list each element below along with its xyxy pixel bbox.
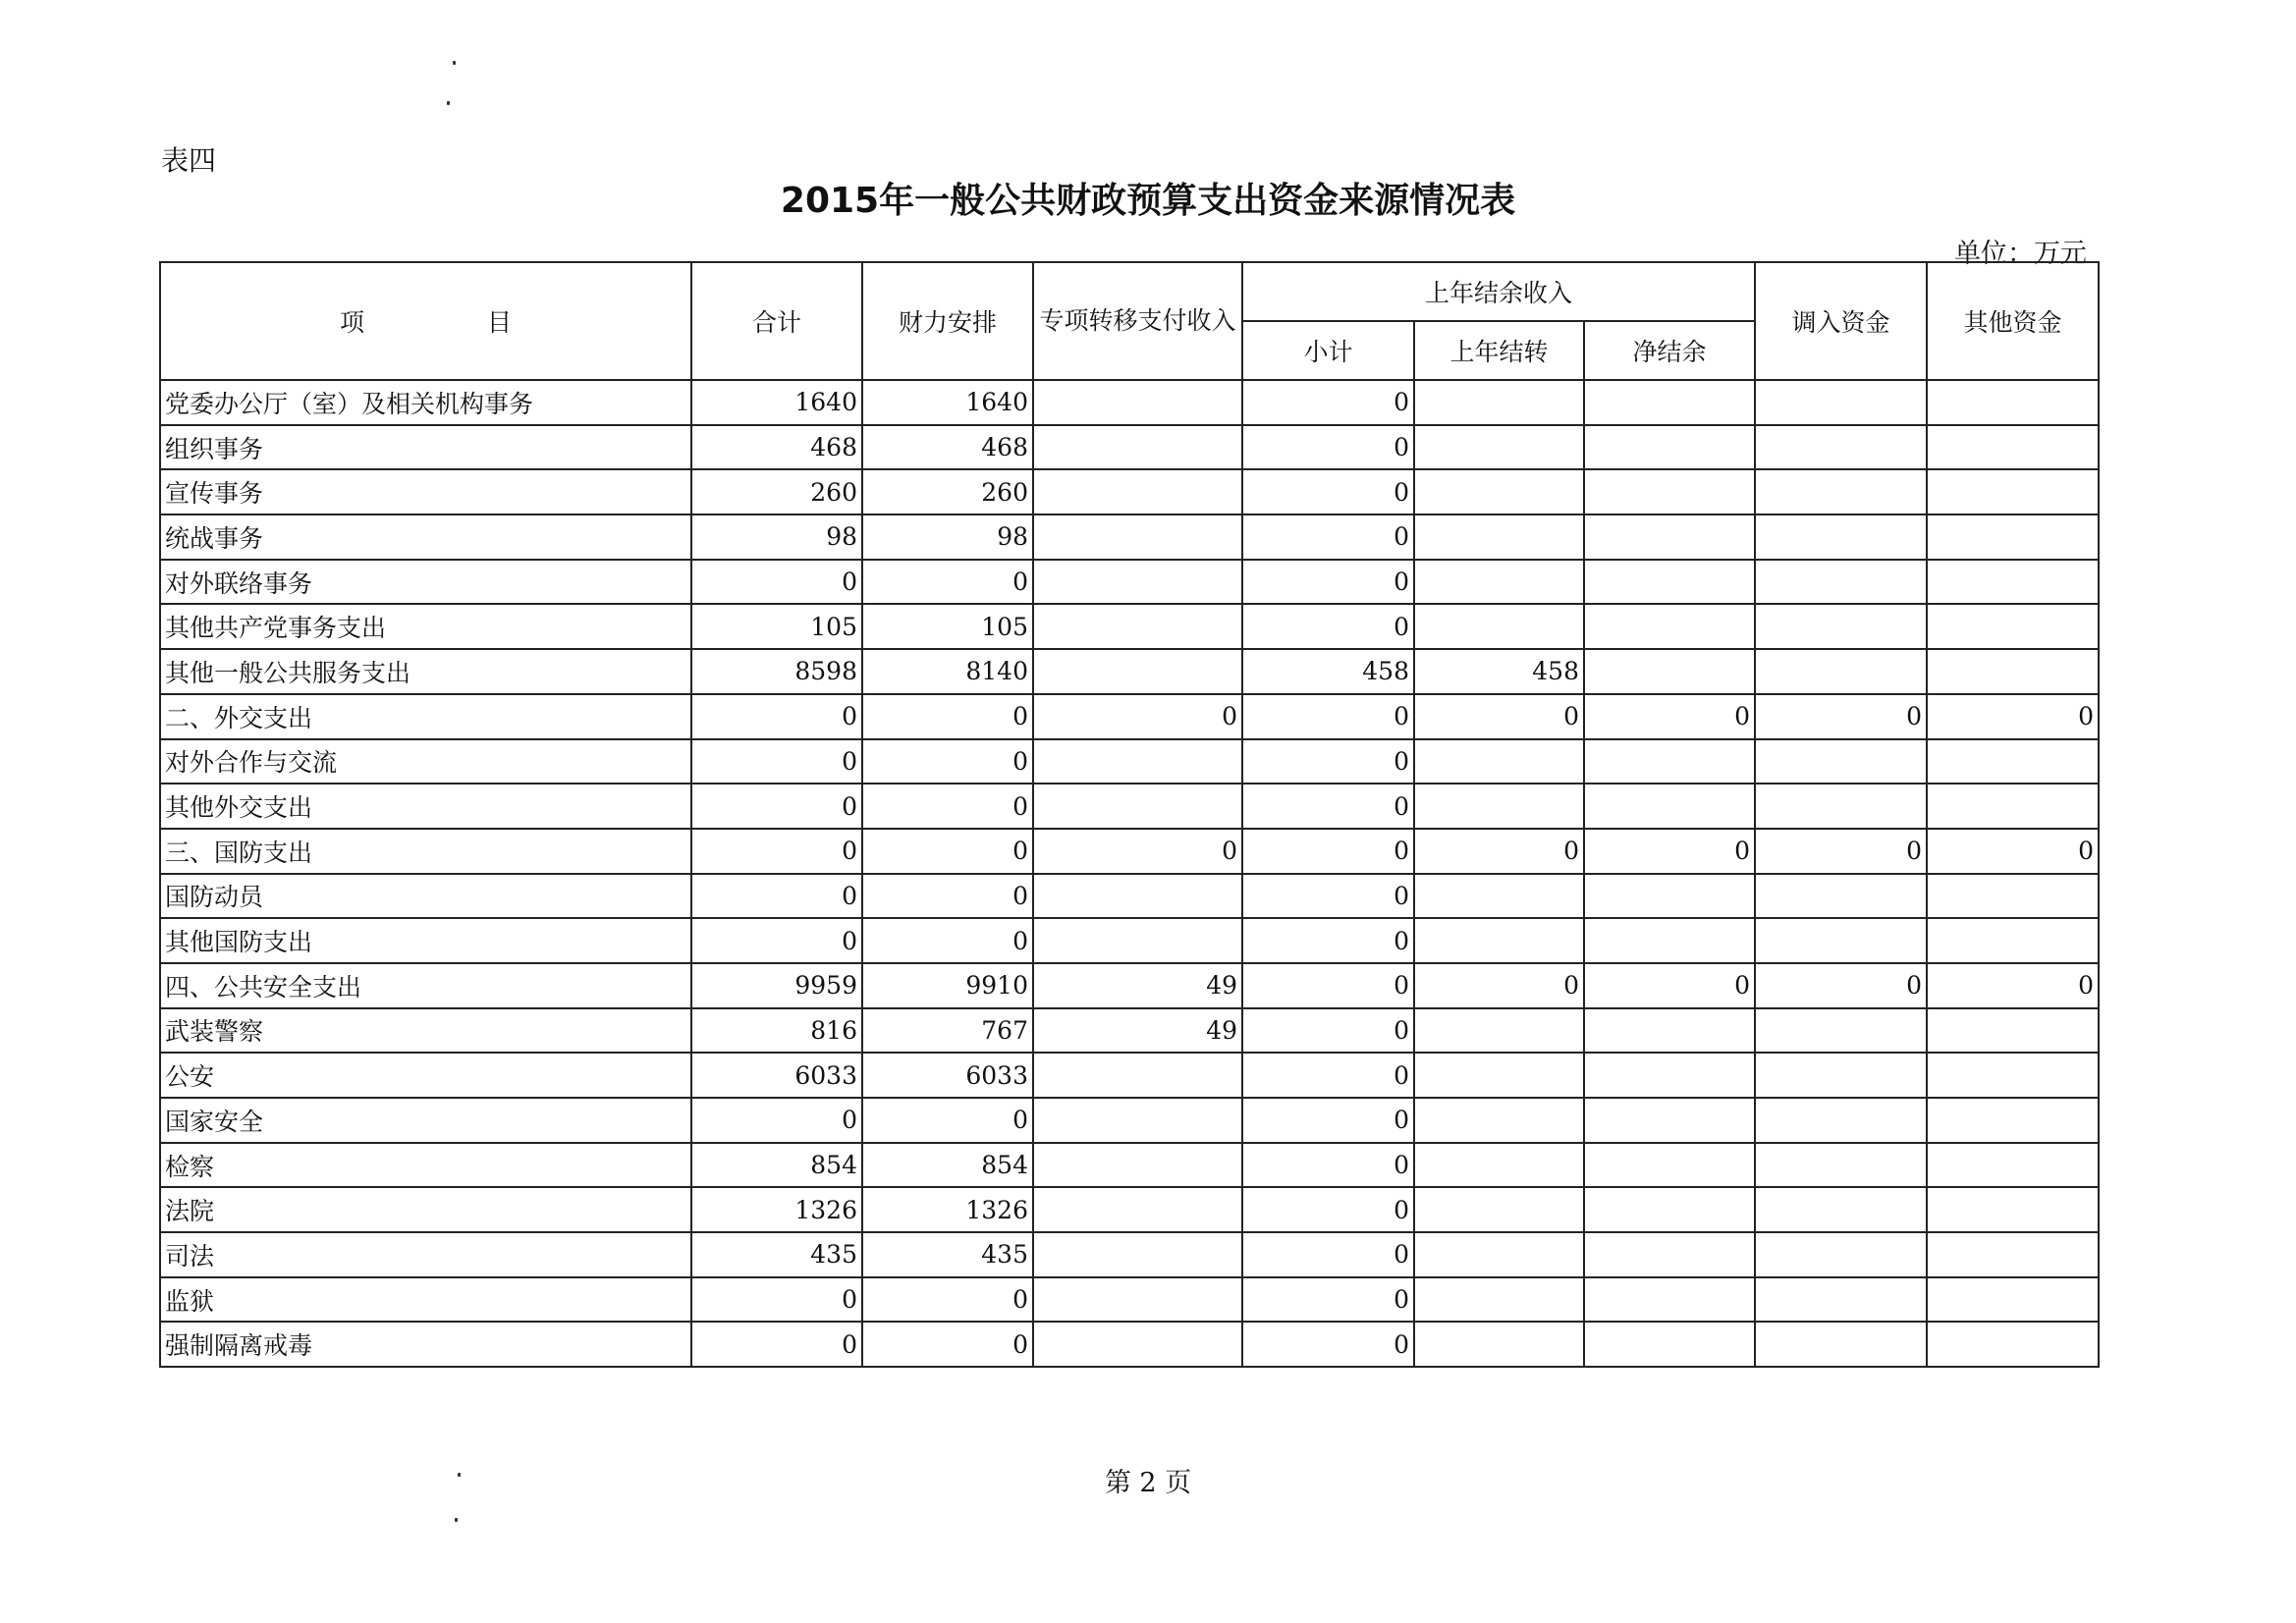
cell-fiscal: 260	[862, 469, 1033, 514]
cell-name: 国防动员	[160, 874, 691, 919]
cell-net	[1584, 874, 1755, 919]
cell-other	[1927, 874, 2099, 919]
cell-other	[1927, 1232, 2099, 1277]
cell-total: 0	[691, 829, 862, 874]
cell-other: 0	[1927, 829, 2099, 874]
table-row	[160, 560, 2099, 605]
cell-total: 0	[691, 1322, 862, 1367]
cell-carryover	[1414, 380, 1584, 425]
cell-subtotal: 0	[1242, 1322, 1414, 1367]
cell-subtotal: 0	[1242, 784, 1414, 829]
cell-subtotal: 0	[1242, 1053, 1414, 1098]
cell-net	[1584, 1322, 1755, 1367]
cell-transfer	[1755, 604, 1927, 649]
cell-subtotal: 0	[1242, 1008, 1414, 1054]
cell-special	[1033, 469, 1242, 514]
cell-total: 435	[691, 1232, 862, 1277]
table-row	[160, 874, 2099, 919]
cell-subtotal: 0	[1242, 739, 1414, 784]
cell-transfer	[1755, 1053, 1927, 1098]
cell-transfer	[1755, 784, 1927, 829]
cell-transfer	[1755, 918, 1927, 963]
cell-special	[1033, 1187, 1242, 1232]
header-carryover: 上年结转	[1414, 321, 1584, 380]
cell-name: 对外联络事务	[160, 560, 691, 605]
cell-name: 其他共产党事务支出	[160, 604, 691, 649]
cell-total: 0	[691, 560, 862, 605]
cell-other	[1927, 739, 2099, 784]
table-row	[160, 1143, 2099, 1188]
cell-net	[1584, 560, 1755, 605]
category-row	[160, 829, 2099, 874]
cell-name: 公安	[160, 1053, 691, 1098]
cell-subtotal: 0	[1242, 694, 1414, 739]
cell-net	[1584, 1098, 1755, 1143]
cell-net	[1584, 918, 1755, 963]
cell-other	[1927, 784, 2099, 829]
cell-carryover	[1414, 1053, 1584, 1098]
cell-net	[1584, 1187, 1755, 1232]
cell-total: 468	[691, 425, 862, 470]
cell-name: 三、国防支出	[160, 829, 691, 874]
cell-fiscal: 468	[862, 425, 1033, 470]
cell-name: 检察	[160, 1143, 691, 1188]
cell-fiscal: 0	[862, 1277, 1033, 1323]
cell-special	[1033, 784, 1242, 829]
cell-fiscal: 0	[862, 918, 1033, 963]
cell-name: 对外合作与交流	[160, 739, 691, 784]
cell-other	[1927, 469, 2099, 514]
cell-carryover	[1414, 1187, 1584, 1232]
cell-fiscal: 1326	[862, 1187, 1033, 1232]
cell-special: 0	[1033, 694, 1242, 739]
cell-fiscal: 0	[862, 829, 1033, 874]
cell-other	[1927, 649, 2099, 694]
cell-special	[1033, 560, 1242, 605]
cell-other	[1927, 1098, 2099, 1143]
unit-label: 单位：万元	[1954, 239, 2087, 269]
cell-fiscal: 0	[862, 1322, 1033, 1367]
cell-subtotal: 0	[1242, 1277, 1414, 1323]
cell-special	[1033, 604, 1242, 649]
header-other-funds: 其他资金	[1927, 262, 2099, 380]
cell-net	[1584, 514, 1755, 560]
cell-fiscal: 0	[862, 560, 1033, 605]
cell-name: 法院	[160, 1187, 691, 1232]
cell-special	[1033, 1232, 1242, 1277]
table-row	[160, 918, 2099, 963]
cell-special	[1033, 739, 1242, 784]
cell-special: 49	[1033, 1008, 1242, 1054]
cell-name: 统战事务	[160, 514, 691, 560]
table-row	[160, 604, 2099, 649]
cell-transfer	[1755, 739, 1927, 784]
table-row	[160, 380, 2099, 425]
cell-carryover	[1414, 784, 1584, 829]
cell-name: 强制隔离戒毒	[160, 1322, 691, 1367]
cell-other	[1927, 918, 2099, 963]
cell-transfer	[1755, 380, 1927, 425]
header-subtotal: 小计	[1242, 321, 1414, 380]
cell-special: 49	[1033, 963, 1242, 1008]
cell-transfer: 0	[1755, 963, 1927, 1008]
cell-special	[1033, 425, 1242, 470]
cell-carryover	[1414, 604, 1584, 649]
document-title: 2015年一般公共财政预算支出资金来源情况表	[780, 181, 1516, 221]
cell-total: 105	[691, 604, 862, 649]
cell-other	[1927, 560, 2099, 605]
cell-subtotal: 0	[1242, 1187, 1414, 1232]
cell-name: 四、公共安全支出	[160, 963, 691, 1008]
cell-other	[1927, 1008, 2099, 1054]
cell-transfer: 0	[1755, 694, 1927, 739]
cell-transfer: 0	[1755, 829, 1927, 874]
cell-special: 0	[1033, 829, 1242, 874]
cell-fiscal: 0	[862, 1098, 1033, 1143]
budget-table	[159, 261, 2100, 1368]
cell-transfer	[1755, 514, 1927, 560]
cell-other	[1927, 1322, 2099, 1367]
cell-special	[1033, 874, 1242, 919]
cell-net	[1584, 604, 1755, 649]
cell-net: 0	[1584, 694, 1755, 739]
cell-carryover	[1414, 1008, 1584, 1054]
cell-total: 0	[691, 874, 862, 919]
cell-fiscal: 767	[862, 1008, 1033, 1054]
cell-total: 0	[691, 694, 862, 739]
cell-fiscal: 8140	[862, 649, 1033, 694]
cell-subtotal: 0	[1242, 829, 1414, 874]
page-number: 第 2 页	[1104, 1468, 1192, 1498]
cell-transfer	[1755, 1277, 1927, 1323]
cell-subtotal: 0	[1242, 963, 1414, 1008]
cell-subtotal: 0	[1242, 380, 1414, 425]
cell-carryover	[1414, 1277, 1584, 1323]
cell-net	[1584, 469, 1755, 514]
header-item: 项 目	[160, 262, 691, 380]
table-row	[160, 1232, 2099, 1277]
header-transfer-funds: 调入资金	[1755, 262, 1927, 380]
cell-carryover	[1414, 560, 1584, 605]
cell-net	[1584, 649, 1755, 694]
cell-total: 9959	[691, 963, 862, 1008]
cell-name: 司法	[160, 1232, 691, 1277]
cell-special	[1033, 1143, 1242, 1188]
cell-special	[1033, 1053, 1242, 1098]
cell-total: 98	[691, 514, 862, 560]
table-row	[160, 469, 2099, 514]
cell-net: 0	[1584, 829, 1755, 874]
header-net-balance: 净结余	[1584, 321, 1755, 380]
cell-transfer	[1755, 1143, 1927, 1188]
cell-transfer	[1755, 874, 1927, 919]
cell-transfer	[1755, 1098, 1927, 1143]
cell-total: 8598	[691, 649, 862, 694]
cell-other	[1927, 425, 2099, 470]
cell-subtotal: 0	[1242, 918, 1414, 963]
cell-fiscal: 0	[862, 694, 1033, 739]
header-total: 合计	[691, 262, 862, 380]
cell-total: 854	[691, 1143, 862, 1188]
cell-name: 其他国防支出	[160, 918, 691, 963]
cell-special	[1033, 1277, 1242, 1323]
cell-carryover	[1414, 874, 1584, 919]
table-body	[160, 380, 2099, 1367]
cell-name: 党委办公厅（室）及相关机构事务	[160, 380, 691, 425]
cell-fiscal: 0	[862, 739, 1033, 784]
cell-total: 0	[691, 1277, 862, 1323]
cell-net	[1584, 739, 1755, 784]
cell-net	[1584, 1053, 1755, 1098]
cell-name: 宣传事务	[160, 469, 691, 514]
cell-net	[1584, 1008, 1755, 1054]
table-row	[160, 1008, 2099, 1054]
cell-other	[1927, 1053, 2099, 1098]
cell-transfer	[1755, 1322, 1927, 1367]
table-row	[160, 649, 2099, 694]
cell-total: 0	[691, 1098, 862, 1143]
cell-carryover: 0	[1414, 963, 1584, 1008]
scan-speck	[453, 61, 456, 65]
cell-total: 1640	[691, 380, 862, 425]
scan-speck	[455, 1518, 458, 1522]
cell-transfer	[1755, 469, 1927, 514]
header-prior-year-balance: 上年结余收入	[1242, 262, 1755, 321]
cell-transfer	[1755, 425, 1927, 470]
table-row	[160, 1098, 2099, 1143]
cell-subtotal: 0	[1242, 604, 1414, 649]
table-row	[160, 1053, 2099, 1098]
cell-net	[1584, 1232, 1755, 1277]
cell-fiscal: 98	[862, 514, 1033, 560]
cell-carryover	[1414, 1232, 1584, 1277]
cell-net: 0	[1584, 963, 1755, 1008]
cell-name: 其他一般公共服务支出	[160, 649, 691, 694]
document-label: 表四	[161, 144, 217, 177]
cell-carryover: 0	[1414, 829, 1584, 874]
table-row	[160, 425, 2099, 470]
cell-transfer	[1755, 649, 1927, 694]
cell-special	[1033, 918, 1242, 963]
cell-other	[1927, 1143, 2099, 1188]
cell-other	[1927, 1187, 2099, 1232]
cell-total: 260	[691, 469, 862, 514]
cell-name: 组织事务	[160, 425, 691, 470]
cell-special	[1033, 1098, 1242, 1143]
cell-subtotal: 0	[1242, 874, 1414, 919]
cell-net	[1584, 784, 1755, 829]
scan-speck	[447, 101, 450, 105]
cell-other	[1927, 604, 2099, 649]
cell-fiscal: 435	[862, 1232, 1033, 1277]
cell-fiscal: 854	[862, 1143, 1033, 1188]
cell-total: 6033	[691, 1053, 862, 1098]
cell-total: 0	[691, 784, 862, 829]
header-fiscal: 财力安排	[862, 262, 1033, 380]
cell-transfer	[1755, 1008, 1927, 1054]
cell-subtotal: 0	[1242, 1143, 1414, 1188]
cell-special	[1033, 649, 1242, 694]
cell-special	[1033, 1322, 1242, 1367]
cell-fiscal: 1640	[862, 380, 1033, 425]
cell-net	[1584, 425, 1755, 470]
cell-carryover	[1414, 514, 1584, 560]
cell-net	[1584, 1143, 1755, 1188]
cell-carryover	[1414, 1322, 1584, 1367]
cell-total: 816	[691, 1008, 862, 1054]
cell-carryover	[1414, 1143, 1584, 1188]
cell-carryover	[1414, 469, 1584, 514]
cell-name: 监狱	[160, 1277, 691, 1323]
cell-fiscal: 9910	[862, 963, 1033, 1008]
cell-other	[1927, 514, 2099, 560]
cell-carryover: 458	[1414, 649, 1584, 694]
cell-subtotal: 0	[1242, 514, 1414, 560]
cell-fiscal: 6033	[862, 1053, 1033, 1098]
cell-subtotal: 0	[1242, 560, 1414, 605]
table-row	[160, 784, 2099, 829]
cell-carryover	[1414, 918, 1584, 963]
cell-name: 国家安全	[160, 1098, 691, 1143]
cell-special	[1033, 380, 1242, 425]
cell-fiscal: 105	[862, 604, 1033, 649]
cell-other	[1927, 380, 2099, 425]
cell-total: 0	[691, 918, 862, 963]
cell-subtotal: 0	[1242, 1232, 1414, 1277]
header-special-transfer: 专项转移支付收入	[1033, 262, 1242, 380]
cell-transfer	[1755, 560, 1927, 605]
cell-name: 其他外交支出	[160, 784, 691, 829]
cell-other: 0	[1927, 694, 2099, 739]
category-row	[160, 963, 2099, 1008]
cell-subtotal: 0	[1242, 425, 1414, 470]
table-row	[160, 514, 2099, 560]
cell-special	[1033, 514, 1242, 560]
cell-other: 0	[1927, 963, 2099, 1008]
cell-carryover	[1414, 425, 1584, 470]
cell-net	[1584, 380, 1755, 425]
cell-net	[1584, 1277, 1755, 1323]
cell-transfer	[1755, 1187, 1927, 1232]
cell-total: 1326	[691, 1187, 862, 1232]
cell-subtotal: 458	[1242, 649, 1414, 694]
scan-speck	[458, 1473, 461, 1477]
table-row	[160, 1187, 2099, 1232]
cell-name: 二、外交支出	[160, 694, 691, 739]
cell-transfer	[1755, 1232, 1927, 1277]
table-row	[160, 1322, 2099, 1367]
cell-carryover	[1414, 739, 1584, 784]
cell-fiscal: 0	[862, 784, 1033, 829]
table-row	[160, 1277, 2099, 1323]
cell-subtotal: 0	[1242, 1098, 1414, 1143]
table-row	[160, 739, 2099, 784]
cell-subtotal: 0	[1242, 469, 1414, 514]
cell-name: 武装警察	[160, 1008, 691, 1054]
category-row	[160, 694, 2099, 739]
cell-other	[1927, 1277, 2099, 1323]
cell-total: 0	[691, 739, 862, 784]
cell-carryover: 0	[1414, 694, 1584, 739]
cell-carryover	[1414, 1098, 1584, 1143]
cell-fiscal: 0	[862, 874, 1033, 919]
